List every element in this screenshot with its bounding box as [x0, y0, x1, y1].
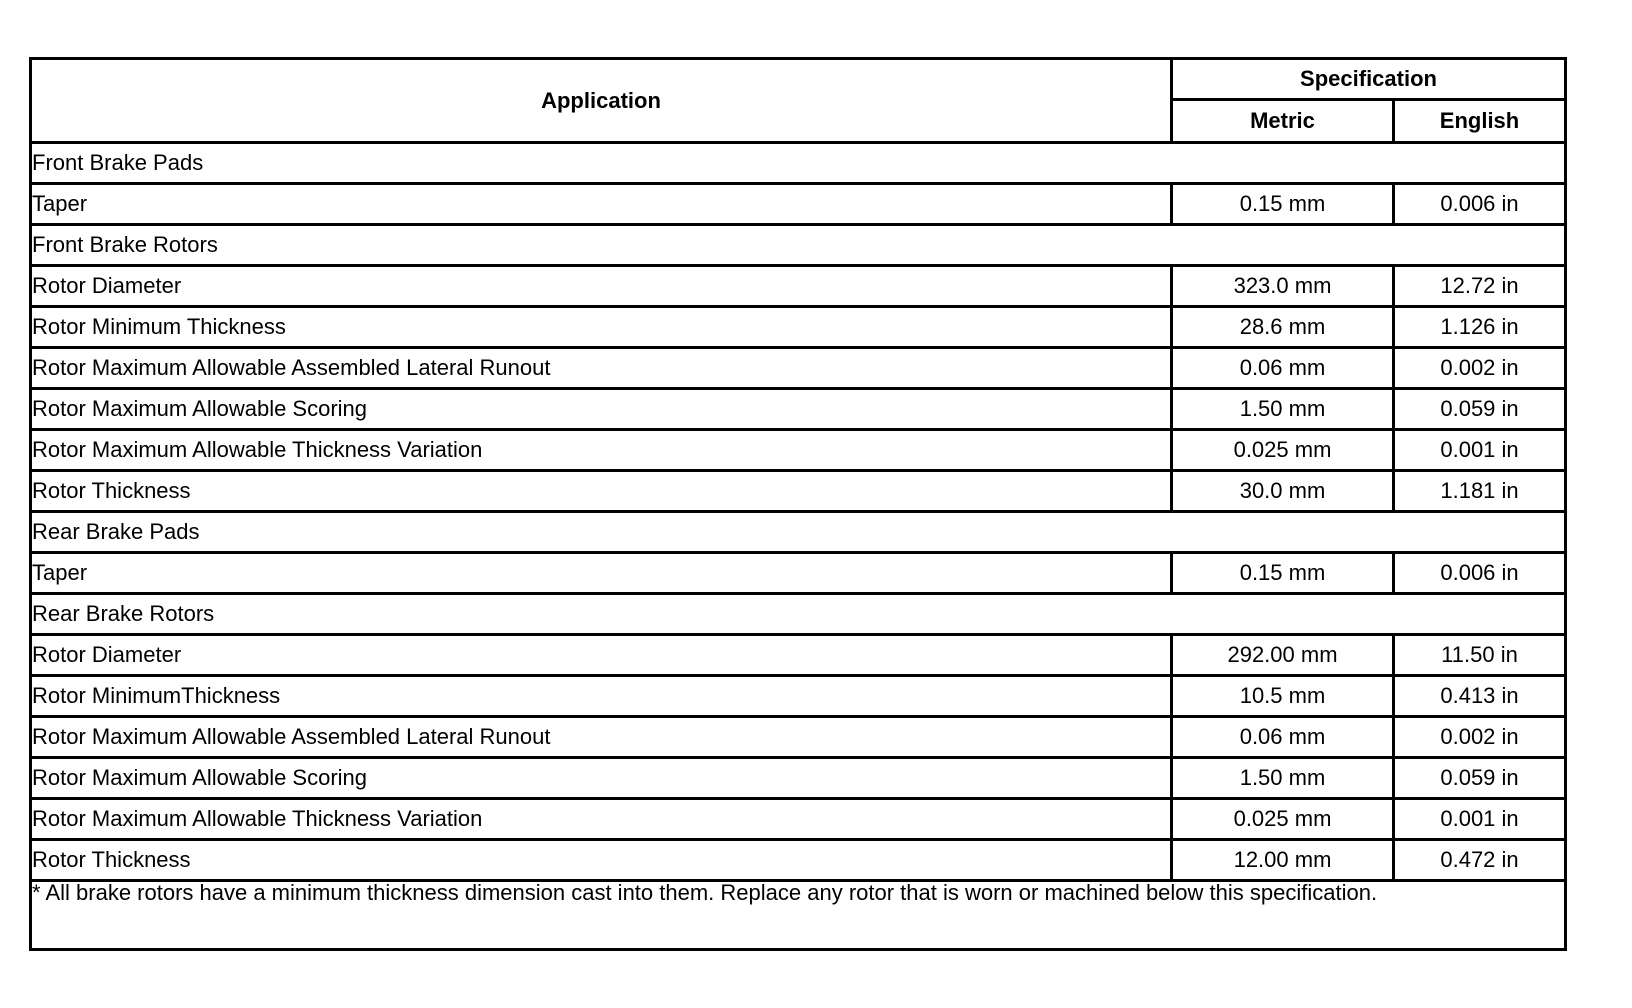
application-cell: Rotor Maximum Allowable Assembled Lateral Runout [31, 717, 1172, 758]
category-label: Front Brake Pads [31, 143, 1566, 184]
table-row [31, 389, 1566, 430]
application-cell: Rotor Minimum Thickness [31, 307, 1172, 348]
table-row [31, 430, 1566, 471]
table-row [31, 553, 1566, 594]
table-row [31, 717, 1566, 758]
application-cell: Rotor MinimumThickness [31, 676, 1172, 717]
metric-cell: 0.025 mm [1172, 430, 1394, 471]
application-cell: Rotor Maximum Allowable Assembled Lateral Runout [31, 348, 1172, 389]
metric-cell: 0.06 mm [1172, 348, 1394, 389]
table-row [31, 676, 1566, 717]
table-row [31, 840, 1566, 881]
metric-cell: 10.5 mm [1172, 676, 1394, 717]
table-row [31, 348, 1566, 389]
metric-cell: 0.15 mm [1172, 184, 1394, 225]
english-cell: 0.006 in [1394, 184, 1566, 225]
application-cell: Rotor Diameter [31, 635, 1172, 676]
application-cell: Rotor Maximum Allowable Thickness Variation [31, 430, 1172, 471]
application-cell: Rotor Thickness [31, 471, 1172, 512]
header-specification: Specification [1172, 59, 1566, 100]
header-metric: Metric [1172, 100, 1394, 143]
metric-cell: 12.00 mm [1172, 840, 1394, 881]
english-cell: 0.413 in [1394, 676, 1566, 717]
english-cell: 0.001 in [1394, 430, 1566, 471]
metric-cell: 292.00 mm [1172, 635, 1394, 676]
table-row [31, 266, 1566, 307]
application-cell: Rotor Maximum Allowable Scoring [31, 758, 1172, 799]
header-english: English [1394, 100, 1566, 143]
metric-cell: 1.50 mm [1172, 389, 1394, 430]
footnote: * All brake rotors have a minimum thickness dimension cast into them. Replace any rotor that is worn or machined below this specification. [31, 881, 1566, 950]
english-cell: 1.181 in [1394, 471, 1566, 512]
category-row [31, 225, 1566, 266]
application-cell: Rotor Diameter [31, 266, 1172, 307]
specification-table [29, 57, 1567, 951]
table-row [31, 799, 1566, 840]
table-row [31, 471, 1566, 512]
application-cell: Rotor Maximum Allowable Thickness Variation [31, 799, 1172, 840]
application-cell: Taper [31, 184, 1172, 225]
metric-cell: 30.0 mm [1172, 471, 1394, 512]
table-row [31, 758, 1566, 799]
metric-cell: 0.025 mm [1172, 799, 1394, 840]
english-cell: 0.002 in [1394, 348, 1566, 389]
metric-cell: 0.15 mm [1172, 553, 1394, 594]
metric-cell: 1.50 mm [1172, 758, 1394, 799]
category-label: Rear Brake Rotors [31, 594, 1566, 635]
application-cell: Rotor Maximum Allowable Scoring [31, 389, 1172, 430]
english-cell: 0.006 in [1394, 553, 1566, 594]
english-cell: 0.001 in [1394, 799, 1566, 840]
english-cell: 0.059 in [1394, 758, 1566, 799]
category-row [31, 594, 1566, 635]
english-cell: 12.72 in [1394, 266, 1566, 307]
metric-cell: 323.0 mm [1172, 266, 1394, 307]
english-cell: 1.126 in [1394, 307, 1566, 348]
metric-cell: 28.6 mm [1172, 307, 1394, 348]
english-cell: 0.059 in [1394, 389, 1566, 430]
english-cell: 0.002 in [1394, 717, 1566, 758]
table-row [31, 635, 1566, 676]
metric-cell: 0.06 mm [1172, 717, 1394, 758]
category-label: Rear Brake Pads [31, 512, 1566, 553]
english-cell: 0.472 in [1394, 840, 1566, 881]
application-cell: Rotor Thickness [31, 840, 1172, 881]
header-application: Application [31, 59, 1172, 143]
table-body [31, 143, 1566, 881]
table-row [31, 307, 1566, 348]
application-cell: Taper [31, 553, 1172, 594]
english-cell: 11.50 in [1394, 635, 1566, 676]
category-row [31, 143, 1566, 184]
table-row [31, 184, 1566, 225]
category-label: Front Brake Rotors [31, 225, 1566, 266]
category-row [31, 512, 1566, 553]
